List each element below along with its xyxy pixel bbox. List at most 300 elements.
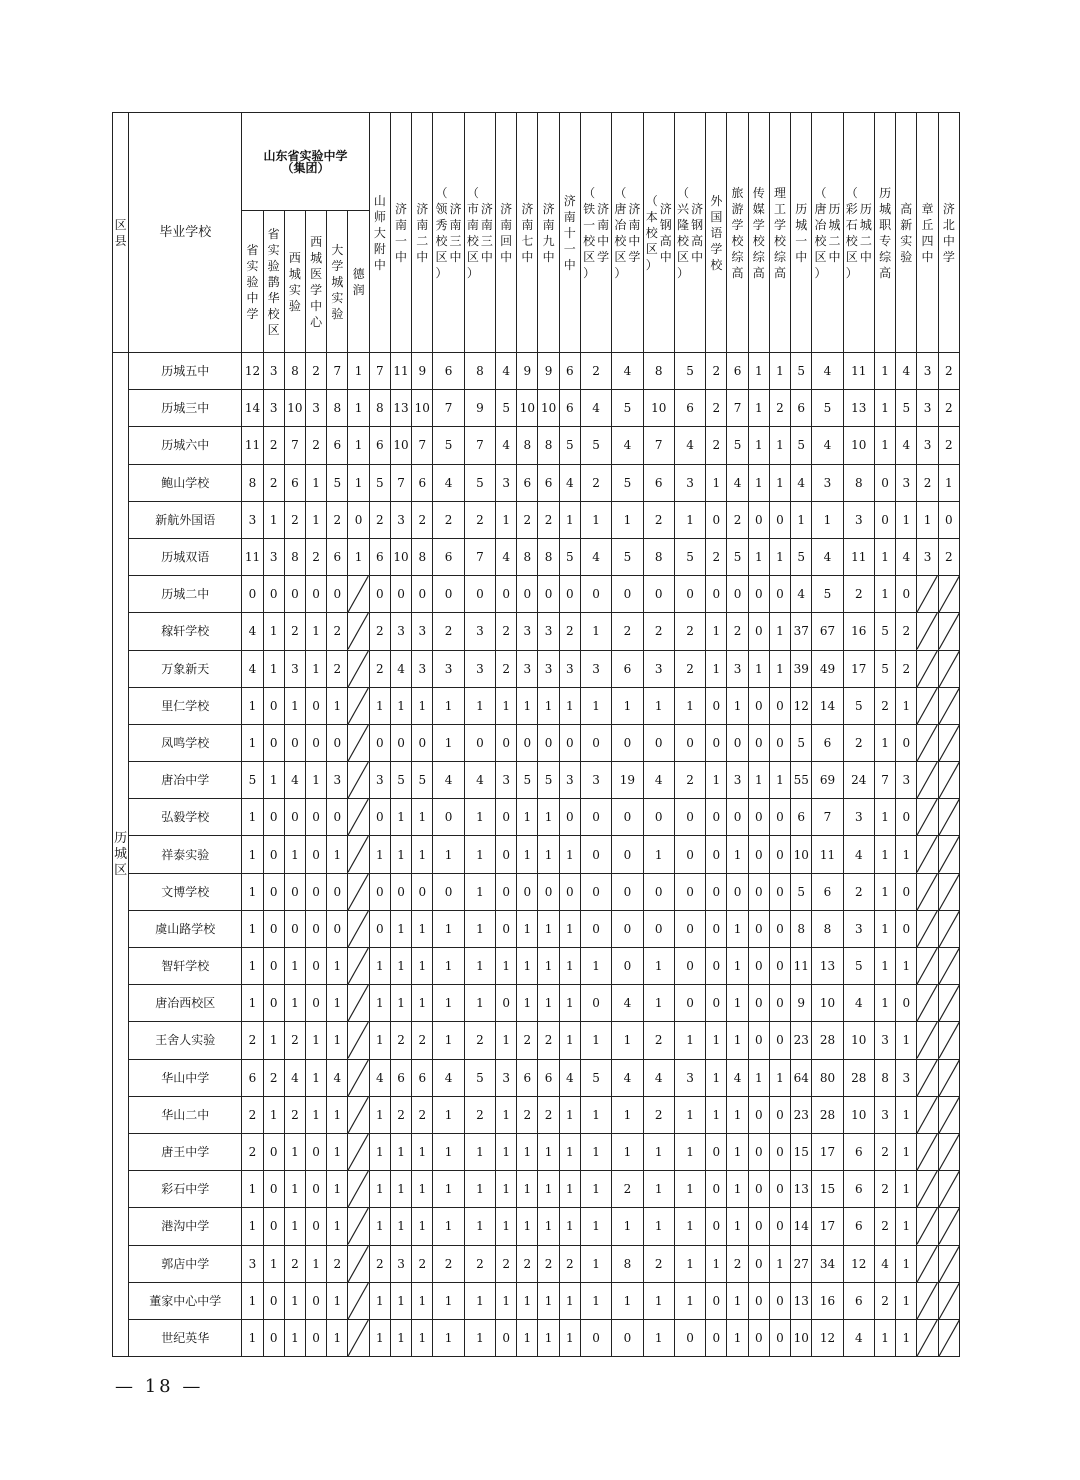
quota-value: 1 bbox=[706, 1022, 727, 1059]
quota-value: 0 bbox=[706, 873, 727, 910]
quota-value: 7 bbox=[464, 538, 495, 575]
quota-value: 0 bbox=[433, 799, 464, 836]
quota-value: 4 bbox=[496, 427, 517, 464]
quota-value: 0 bbox=[748, 1319, 769, 1356]
quota-value: 1 bbox=[538, 985, 559, 1022]
quota-value: 1 bbox=[580, 948, 611, 985]
quota-value: 1 bbox=[874, 576, 895, 613]
quota-value: 1 bbox=[727, 687, 748, 724]
quota-value: 2 bbox=[938, 353, 959, 390]
quota-value: 1 bbox=[769, 650, 790, 687]
quota-value: 0 bbox=[748, 687, 769, 724]
quota-value: 23 bbox=[791, 1096, 812, 1133]
quota-value: 0 bbox=[538, 873, 559, 910]
quota-value: 2 bbox=[538, 501, 559, 538]
quota-value: 1 bbox=[390, 1319, 411, 1356]
quota-value: 55 bbox=[791, 762, 812, 799]
table-row bbox=[113, 985, 960, 1022]
school-name: 唐冶西校区 bbox=[129, 985, 242, 1022]
quota-value: 1 bbox=[674, 1282, 705, 1319]
column-header-11: 济 南 三 中 （ 市 南 校 区 ） bbox=[464, 113, 495, 353]
quota-value: 17 bbox=[843, 650, 874, 687]
quota-value: 3 bbox=[896, 762, 917, 799]
quota-value: 1 bbox=[580, 1171, 611, 1208]
quota-value: 8 bbox=[412, 538, 433, 575]
empty-cell-slash bbox=[939, 1134, 959, 1170]
quota-value: 5 bbox=[464, 464, 495, 501]
quota-value: 3 bbox=[874, 1096, 895, 1133]
quota-value: 9 bbox=[517, 353, 538, 390]
quota-value: 2 bbox=[412, 1096, 433, 1133]
quota-value: 1 bbox=[412, 985, 433, 1022]
quota-value: 6 bbox=[412, 464, 433, 501]
quota-value: 1 bbox=[580, 1096, 611, 1133]
quota-value: 10 bbox=[791, 1319, 812, 1356]
quota-value: 0 bbox=[559, 799, 580, 836]
quota-value: 4 bbox=[242, 613, 263, 650]
column-header-15: 济 南 十 一 中 bbox=[559, 113, 580, 353]
column-header-4: 西 城 医 学 中 心 bbox=[306, 211, 327, 353]
quota-value: 0 bbox=[896, 873, 917, 910]
quota-value: 0 bbox=[263, 1133, 284, 1170]
quota-value: 5 bbox=[517, 762, 538, 799]
quota-value: 5 bbox=[612, 390, 643, 427]
quota-value: 1 bbox=[306, 1096, 327, 1133]
quota-value: 1 bbox=[559, 910, 580, 947]
quota-value: 1 bbox=[674, 1022, 705, 1059]
quota-value: 0 bbox=[769, 1282, 790, 1319]
quota-value: 1 bbox=[580, 1022, 611, 1059]
quota-value: 13 bbox=[791, 1282, 812, 1319]
school-name: 华山二中 bbox=[129, 1096, 242, 1133]
quota-value: 1 bbox=[896, 687, 917, 724]
school-name: 文博学校 bbox=[129, 873, 242, 910]
quota-value: 4 bbox=[496, 538, 517, 575]
quota-value: 2 bbox=[580, 464, 611, 501]
quota-value: 3 bbox=[843, 910, 874, 947]
quota-value: 2 bbox=[843, 576, 874, 613]
school-name: 历城三中 bbox=[129, 390, 242, 427]
quota-value: 9 bbox=[538, 353, 559, 390]
quota-value: 0 bbox=[769, 501, 790, 538]
quota-value: 2 bbox=[412, 1022, 433, 1059]
empty-cell bbox=[917, 1059, 938, 1096]
quota-value: 1 bbox=[284, 1282, 305, 1319]
quota-value: 5 bbox=[812, 576, 843, 613]
table-row bbox=[113, 1133, 960, 1170]
empty-cell-slash bbox=[917, 762, 937, 798]
table-row bbox=[113, 910, 960, 947]
empty-cell-slash bbox=[917, 948, 937, 984]
quota-value: 0 bbox=[706, 799, 727, 836]
quota-value: 3 bbox=[433, 650, 464, 687]
empty-cell-slash bbox=[348, 948, 368, 984]
quota-value: 0 bbox=[496, 576, 517, 613]
quota-value: 9 bbox=[791, 985, 812, 1022]
quota-value: 0 bbox=[748, 1245, 769, 1282]
quota-value: 0 bbox=[284, 724, 305, 761]
quota-value: 80 bbox=[812, 1059, 843, 1096]
quota-value: 2 bbox=[538, 1096, 559, 1133]
table-row bbox=[113, 576, 960, 613]
table-row bbox=[113, 1059, 960, 1096]
quota-value: 0 bbox=[263, 1282, 284, 1319]
empty-cell-slash bbox=[917, 1208, 937, 1244]
empty-cell bbox=[938, 799, 959, 836]
quota-value: 34 bbox=[812, 1245, 843, 1282]
quota-value: 7 bbox=[464, 427, 495, 464]
quota-value: 67 bbox=[812, 613, 843, 650]
quota-value: 0 bbox=[559, 873, 580, 910]
quota-value: 2 bbox=[496, 650, 517, 687]
quota-value: 0 bbox=[306, 799, 327, 836]
quota-value: 1 bbox=[412, 687, 433, 724]
quota-value: 4 bbox=[843, 836, 874, 873]
column-header-2: 省 实 验 鹊 华 校 区 bbox=[263, 211, 284, 353]
quota-value: 0 bbox=[538, 724, 559, 761]
quota-value: 1 bbox=[643, 1282, 674, 1319]
quota-value: 19 bbox=[612, 762, 643, 799]
empty-cell-slash bbox=[939, 576, 959, 612]
quota-value: 3 bbox=[390, 501, 411, 538]
empty-cell bbox=[938, 873, 959, 910]
quota-value: 2 bbox=[369, 613, 390, 650]
empty-cell bbox=[938, 576, 959, 613]
quota-value: 3 bbox=[263, 390, 284, 427]
quota-value: 0 bbox=[580, 873, 611, 910]
quota-value: 0 bbox=[369, 873, 390, 910]
quota-value: 1 bbox=[643, 1171, 674, 1208]
quota-value: 1 bbox=[896, 836, 917, 873]
quota-value: 0 bbox=[390, 873, 411, 910]
quota-value: 13 bbox=[812, 948, 843, 985]
quota-value: 0 bbox=[748, 836, 769, 873]
quota-value: 7 bbox=[812, 799, 843, 836]
quota-value: 0 bbox=[284, 576, 305, 613]
quota-value: 1 bbox=[874, 985, 895, 1022]
quota-value: 0 bbox=[496, 724, 517, 761]
quota-value: 2 bbox=[917, 464, 938, 501]
quota-value: 2 bbox=[874, 1133, 895, 1170]
column-header-20: 外 国 语 学 校 bbox=[706, 113, 727, 353]
empty-cell-slash bbox=[939, 1171, 959, 1207]
table-row bbox=[113, 1245, 960, 1282]
quota-value: 1 bbox=[612, 1282, 643, 1319]
column-header-27: 历 城 职 专 综 高 bbox=[874, 113, 895, 353]
quota-value: 8 bbox=[874, 1059, 895, 1096]
quota-value: 4 bbox=[559, 1059, 580, 1096]
quota-value: 7 bbox=[433, 390, 464, 427]
quota-value: 0 bbox=[306, 724, 327, 761]
quota-value: 0 bbox=[769, 1208, 790, 1245]
table-row bbox=[113, 1171, 960, 1208]
empty-cell-slash bbox=[348, 799, 368, 835]
quota-value: 1 bbox=[727, 948, 748, 985]
quota-value: 1 bbox=[412, 910, 433, 947]
empty-cell bbox=[938, 1133, 959, 1170]
quota-value: 1 bbox=[559, 985, 580, 1022]
quota-value: 2 bbox=[306, 538, 327, 575]
quota-value: 69 bbox=[812, 762, 843, 799]
quota-value: 0 bbox=[348, 501, 369, 538]
quota-value: 0 bbox=[390, 576, 411, 613]
quota-value: 2 bbox=[517, 501, 538, 538]
quota-value: 0 bbox=[748, 1282, 769, 1319]
quota-value: 1 bbox=[727, 1319, 748, 1356]
quota-value: 1 bbox=[242, 1208, 263, 1245]
quota-value: 5 bbox=[412, 762, 433, 799]
quota-value: 1 bbox=[327, 1096, 348, 1133]
quota-value: 1 bbox=[896, 1208, 917, 1245]
quota-value: 0 bbox=[496, 910, 517, 947]
quota-value: 0 bbox=[748, 985, 769, 1022]
quota-value: 1 bbox=[643, 985, 674, 1022]
quota-value: 0 bbox=[263, 799, 284, 836]
quota-value: 2 bbox=[769, 390, 790, 427]
quota-value: 2 bbox=[369, 501, 390, 538]
quota-value: 6 bbox=[843, 1208, 874, 1245]
quota-value: 1 bbox=[612, 1133, 643, 1170]
quota-value: 11 bbox=[791, 948, 812, 985]
column-header-22: 传 媒 学 校 综 高 bbox=[748, 113, 769, 353]
quota-value: 0 bbox=[306, 836, 327, 873]
empty-cell-slash bbox=[939, 836, 959, 872]
quota-value: 2 bbox=[433, 613, 464, 650]
quota-value: 4 bbox=[464, 762, 495, 799]
quota-value: 4 bbox=[727, 1059, 748, 1096]
quota-value: 1 bbox=[369, 1096, 390, 1133]
quota-value: 3 bbox=[917, 538, 938, 575]
quota-value: 24 bbox=[843, 762, 874, 799]
quota-value: 3 bbox=[369, 762, 390, 799]
quota-value: 3 bbox=[263, 538, 284, 575]
quota-value: 1 bbox=[559, 1208, 580, 1245]
quota-value: 1 bbox=[496, 1171, 517, 1208]
empty-cell-slash bbox=[917, 1022, 937, 1058]
quota-value: 0 bbox=[674, 576, 705, 613]
quota-value: 1 bbox=[242, 724, 263, 761]
quota-value: 8 bbox=[643, 538, 674, 575]
quota-value: 1 bbox=[496, 1133, 517, 1170]
empty-cell bbox=[348, 1245, 369, 1282]
school-name: 王舍人实验 bbox=[129, 1022, 242, 1059]
quota-value: 11 bbox=[812, 836, 843, 873]
quota-value: 0 bbox=[874, 501, 895, 538]
empty-cell-slash bbox=[348, 725, 368, 761]
quota-value: 1 bbox=[896, 1022, 917, 1059]
quota-value: 13 bbox=[791, 1171, 812, 1208]
quota-value: 1 bbox=[874, 948, 895, 985]
quota-value: 5 bbox=[559, 538, 580, 575]
column-header-10: 济 南 三 中 （ 领 秀 校 区 ） bbox=[433, 113, 464, 353]
quota-value: 1 bbox=[348, 353, 369, 390]
quota-value: 12 bbox=[812, 1319, 843, 1356]
column-header-23: 理 工 学 校 综 高 bbox=[769, 113, 790, 353]
quota-value: 1 bbox=[412, 1208, 433, 1245]
quota-value: 5 bbox=[369, 464, 390, 501]
quota-value: 1 bbox=[517, 985, 538, 1022]
quota-value: 2 bbox=[612, 1171, 643, 1208]
quota-value: 1 bbox=[896, 1096, 917, 1133]
quota-value: 23 bbox=[791, 1022, 812, 1059]
school-name: 历城六中 bbox=[129, 427, 242, 464]
empty-cell bbox=[348, 1208, 369, 1245]
quota-value: 1 bbox=[896, 501, 917, 538]
quota-value: 0 bbox=[306, 910, 327, 947]
quota-value: 1 bbox=[496, 1282, 517, 1319]
quota-value: 0 bbox=[748, 873, 769, 910]
quota-value: 0 bbox=[769, 948, 790, 985]
quota-value: 10 bbox=[412, 390, 433, 427]
quota-value: 0 bbox=[412, 724, 433, 761]
quota-value: 1 bbox=[327, 1022, 348, 1059]
quota-value: 1 bbox=[580, 1282, 611, 1319]
quota-value: 10 bbox=[843, 427, 874, 464]
quota-value: 1 bbox=[538, 1282, 559, 1319]
quota-value: 3 bbox=[263, 353, 284, 390]
empty-cell-slash bbox=[939, 762, 959, 798]
quota-value: 1 bbox=[369, 985, 390, 1022]
quota-value: 0 bbox=[643, 873, 674, 910]
empty-cell bbox=[348, 799, 369, 836]
quota-value: 2 bbox=[327, 650, 348, 687]
quota-value: 3 bbox=[580, 762, 611, 799]
quota-value: 4 bbox=[284, 762, 305, 799]
quota-value: 1 bbox=[242, 948, 263, 985]
quota-value: 2 bbox=[874, 687, 895, 724]
quota-value: 11 bbox=[843, 538, 874, 575]
quota-value: 1 bbox=[791, 501, 812, 538]
quota-value: 1 bbox=[517, 687, 538, 724]
empty-cell-slash bbox=[939, 1320, 959, 1356]
quota-value: 1 bbox=[433, 1022, 464, 1059]
column-header-28: 高 新 实 验 bbox=[896, 113, 917, 353]
quota-value: 12 bbox=[843, 1245, 874, 1282]
school-name: 历城二中 bbox=[129, 576, 242, 613]
quota-value: 5 bbox=[874, 613, 895, 650]
quota-value: 0 bbox=[769, 836, 790, 873]
quota-value: 1 bbox=[433, 910, 464, 947]
quota-value: 0 bbox=[433, 576, 464, 613]
quota-value: 4 bbox=[496, 353, 517, 390]
quota-value: 0 bbox=[706, 687, 727, 724]
quota-value: 0 bbox=[496, 985, 517, 1022]
district-cell: 历 城 区 bbox=[113, 353, 129, 1357]
quota-value: 0 bbox=[769, 985, 790, 1022]
column-header-1: 省 实 验 中 学 bbox=[242, 211, 263, 353]
quota-value: 1 bbox=[327, 985, 348, 1022]
empty-cell-slash bbox=[917, 799, 937, 835]
empty-cell-slash bbox=[939, 1208, 959, 1244]
school-name: 历城双语 bbox=[129, 538, 242, 575]
quota-value: 1 bbox=[464, 687, 495, 724]
quota-value: 1 bbox=[917, 501, 938, 538]
quota-value: 10 bbox=[390, 538, 411, 575]
empty-cell-slash bbox=[939, 651, 959, 687]
group-header-line: （集团） bbox=[281, 160, 330, 175]
table-row bbox=[113, 353, 960, 390]
quota-value: 3 bbox=[242, 501, 263, 538]
quota-value: 3 bbox=[464, 613, 495, 650]
quota-value: 1 bbox=[242, 687, 263, 724]
quota-value: 10 bbox=[843, 1096, 874, 1133]
quota-value: 6 bbox=[843, 1171, 874, 1208]
quota-value: 4 bbox=[643, 1059, 674, 1096]
table-row bbox=[113, 1208, 960, 1245]
quota-value: 5 bbox=[874, 650, 895, 687]
quota-value: 0 bbox=[674, 724, 705, 761]
quota-value: 13 bbox=[843, 390, 874, 427]
quota-value: 4 bbox=[612, 427, 643, 464]
quota-value: 2 bbox=[327, 501, 348, 538]
quota-value: 6 bbox=[674, 390, 705, 427]
quota-value: 1 bbox=[874, 910, 895, 947]
empty-cell bbox=[917, 873, 938, 910]
school-name: 凤鸣学校 bbox=[129, 724, 242, 761]
quota-value: 2 bbox=[727, 1245, 748, 1282]
quota-value: 10 bbox=[791, 836, 812, 873]
quota-value: 0 bbox=[580, 1319, 611, 1356]
quota-value: 1 bbox=[242, 1171, 263, 1208]
empty-cell-slash bbox=[348, 1208, 368, 1244]
quota-value: 1 bbox=[242, 873, 263, 910]
quota-value: 6 bbox=[643, 464, 674, 501]
quota-value: 1 bbox=[390, 910, 411, 947]
quota-value: 1 bbox=[306, 464, 327, 501]
empty-cell bbox=[938, 1319, 959, 1356]
quota-value: 3 bbox=[674, 464, 705, 501]
empty-cell-slash bbox=[917, 1320, 937, 1356]
table-row bbox=[113, 948, 960, 985]
table-row bbox=[113, 650, 960, 687]
empty-cell-slash bbox=[348, 1246, 368, 1282]
quota-value: 2 bbox=[263, 464, 284, 501]
quota-value: 2 bbox=[412, 1245, 433, 1282]
quota-value: 3 bbox=[727, 650, 748, 687]
quota-value: 1 bbox=[433, 1282, 464, 1319]
quota-value: 6 bbox=[538, 464, 559, 501]
quota-value: 1 bbox=[538, 799, 559, 836]
empty-cell bbox=[348, 724, 369, 761]
quota-value: 1 bbox=[769, 538, 790, 575]
quota-value: 2 bbox=[464, 1022, 495, 1059]
quota-value: 6 bbox=[390, 1059, 411, 1096]
quota-value: 5 bbox=[791, 427, 812, 464]
quota-value: 1 bbox=[433, 1133, 464, 1170]
quota-value: 1 bbox=[769, 613, 790, 650]
quota-value: 1 bbox=[284, 1319, 305, 1356]
empty-cell bbox=[348, 985, 369, 1022]
quota-value: 4 bbox=[612, 985, 643, 1022]
quota-value: 1 bbox=[412, 1133, 433, 1170]
empty-cell bbox=[348, 836, 369, 873]
empty-cell bbox=[917, 576, 938, 613]
quota-value: 3 bbox=[517, 613, 538, 650]
quota-value: 1 bbox=[874, 799, 895, 836]
quota-value: 2 bbox=[580, 353, 611, 390]
quota-value: 3 bbox=[306, 390, 327, 427]
column-header-18: 济 钢 高 中 （ 本 校 区 ） bbox=[643, 113, 674, 353]
quota-value: 1 bbox=[369, 687, 390, 724]
quota-value: 1 bbox=[706, 1096, 727, 1133]
quota-value: 10 bbox=[812, 985, 843, 1022]
table-row bbox=[113, 724, 960, 761]
quota-value: 1 bbox=[433, 836, 464, 873]
quota-value: 1 bbox=[769, 762, 790, 799]
quota-value: 11 bbox=[242, 427, 263, 464]
empty-cell bbox=[348, 910, 369, 947]
quota-value: 6 bbox=[612, 650, 643, 687]
